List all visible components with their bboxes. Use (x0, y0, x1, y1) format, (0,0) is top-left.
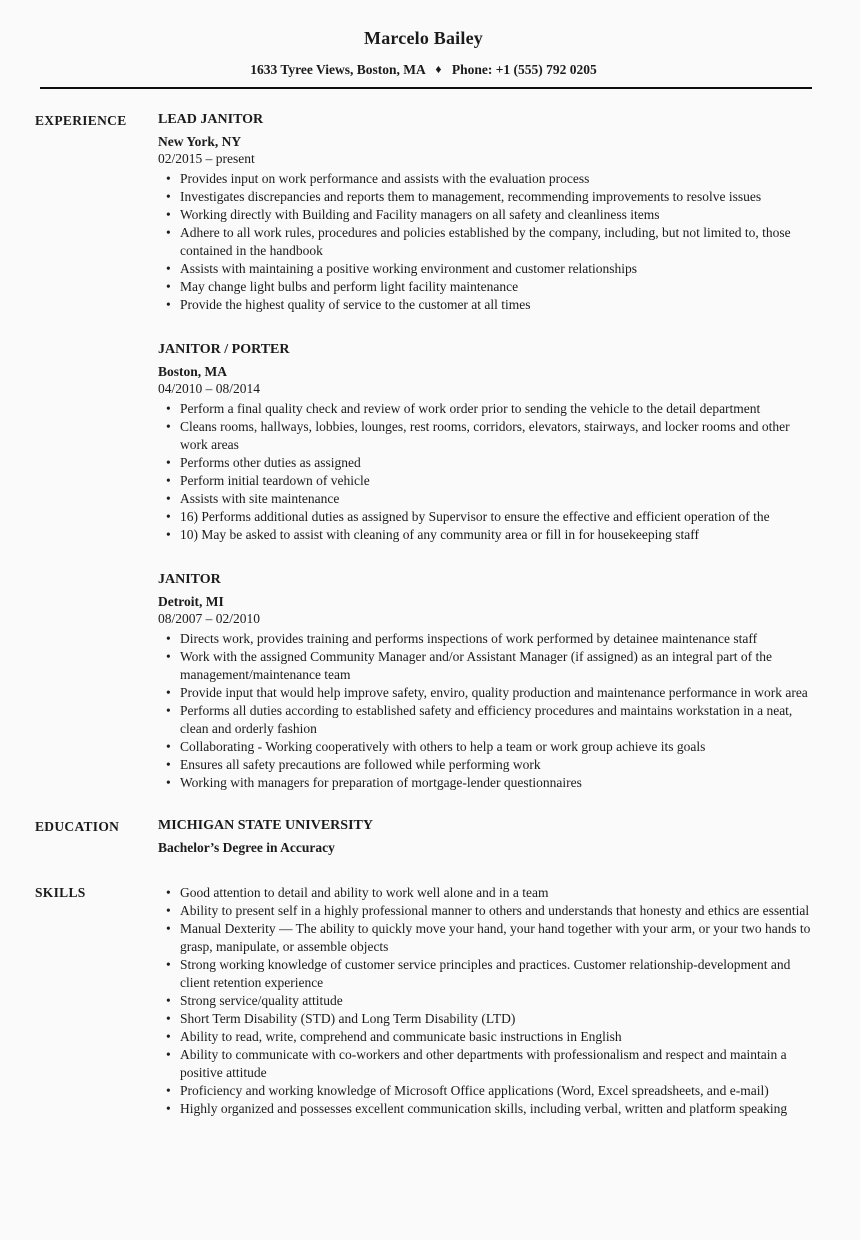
job-bullet: • Adhere to all work rules, procedures and policies established by the company, including, but not limited to, those contained in the handbook (158, 224, 812, 260)
education-degree: Bachelor’s Degree in Accuracy (158, 840, 335, 855)
section-label-skills: SKILLS (35, 885, 86, 900)
job-bullet: • Provides input on work performance and assists with the evaluation process (158, 170, 812, 188)
person-name: Marcelo Bailey (364, 28, 483, 48)
skills-section (35, 884, 812, 1118)
job-bullet: • Collaborating - Working cooperatively with others to help a team or work group achieve its goals (158, 738, 812, 756)
job-title: JANITOR / PORTER (158, 342, 290, 357)
skill-bullet: • Short Term Disability (STD) and Long Term Disability (LTD) (158, 1010, 812, 1028)
job-bullet: • Perform a final quality check and review of work order prior to sending the vehicle to the detail department (158, 400, 812, 418)
job-bullet-list (158, 170, 812, 314)
job-bullet-list (158, 630, 812, 792)
education-content (158, 818, 812, 856)
header-divider (40, 87, 812, 89)
job-bullet: • 10) May be asked to assist with cleaning of any community area or fill in for housekeeping staff (158, 526, 812, 544)
job-bullet: • Cleans rooms, hallways, lobbies, lounges, rest rooms, corridors, elevators, stairways, and locker rooms and other work areas (158, 418, 812, 454)
job-dates: 08/2007 – 02/2010 (158, 611, 261, 626)
job-bullet-list (158, 400, 812, 544)
skill-bullet: • Strong working knowledge of customer service principles and practices. Customer relationship-development and client retention experience (158, 956, 812, 992)
job-bullet: • Assists with site maintenance (158, 490, 812, 508)
job-bullet: • Assists with maintaining a positive working environment and customer relationships (158, 260, 812, 278)
job-location: Detroit, MI (158, 594, 224, 609)
job-bullet: • Directs work, provides training and performs inspections of work performed by detainee maintenance staff (158, 630, 812, 648)
job-entry-janitor-porter (158, 342, 812, 544)
address-text: 1633 Tyree Views, Boston, MA (250, 62, 425, 77)
job-bullet: • Provide input that would help improve safety, enviro, quality production and maintenance performance in work area (158, 684, 812, 702)
skills-bullet-list (158, 884, 812, 1118)
experience-section (35, 112, 812, 792)
skill-bullet: • Strong service/quality attitude (158, 992, 812, 1010)
job-title: LEAD JANITOR (158, 112, 264, 127)
job-bullet: • Working with managers for preparation of mortgage-lender questionnaires (158, 774, 812, 792)
job-bullet: • Perform initial teardown of vehicle (158, 472, 812, 490)
education-section (35, 818, 812, 856)
experience-content (158, 112, 812, 792)
skill-bullet: • Good attention to detail and ability to work well alone and in a team (158, 884, 812, 902)
section-label-experience: EXPERIENCE (35, 113, 127, 128)
job-location: New York, NY (158, 134, 242, 149)
skill-bullet: • Ability to read, write, comprehend and communicate basic instructions in English (158, 1028, 812, 1046)
job-dates: 02/2015 – present (158, 151, 255, 166)
job-bullet: • Work with the assigned Community Manager and/or Assistant Manager (if assigned) as an integral part of the management/maintenance team (158, 648, 812, 684)
contact-line (35, 62, 812, 78)
job-location: Boston, MA (158, 364, 228, 379)
job-entry-lead-janitor (158, 112, 812, 314)
phone-text: Phone: +1 (555) 792 0205 (451, 62, 597, 77)
job-bullet: • 16) Performs additional duties as assigned by Supervisor to ensure the effective and efficient operation of the (158, 508, 812, 526)
job-bullet: • Ensures all safety precautions are followed while performing work (158, 756, 812, 774)
job-bullet: • May change light bulbs and perform light facility maintenance (158, 278, 812, 296)
skills-content (158, 884, 812, 1118)
job-bullet: • Performs other duties as assigned (158, 454, 812, 472)
resume-header (35, 28, 812, 89)
job-entry-janitor (158, 572, 812, 792)
section-label-education: EDUCATION (35, 819, 120, 834)
job-title: JANITOR (158, 572, 221, 587)
skill-bullet: • Proficiency and working knowledge of Microsoft Office applications (Word, Excel spreadsheets, and e-mail) (158, 1082, 812, 1100)
skill-bullet: • Highly organized and possesses excellent communication skills, including verbal, written and platform speaking (158, 1100, 812, 1118)
job-bullet: • Investigates discrepancies and reports them to management, recommending improvements to resolve issues (158, 188, 812, 206)
diamond-separator-icon: ♦ (435, 62, 442, 76)
skill-bullet: • Ability to communicate with co-workers and other departments with professionalism and respect and maintain a positive attitude (158, 1046, 812, 1082)
skill-bullet: • Manual Dexterity — The ability to quickly move your hand, your hand together with your arm, or your two hands to grasp, manipulate, or assemble objects (158, 920, 812, 956)
job-bullet: • Working directly with Building and Facility managers on all safety and cleanliness items (158, 206, 812, 224)
skill-bullet: • Ability to present self in a highly professional manner to others and understands that honesty and ethics are essential (158, 902, 812, 920)
job-bullet: • Performs all duties according to established safety and efficiency procedures and maintains workstation in a neat, clean and orderly fashion (158, 702, 812, 738)
job-bullet: • Provide the highest quality of service to the customer at all times (158, 296, 812, 314)
job-dates: 04/2010 – 08/2014 (158, 381, 261, 396)
education-school: MICHIGAN STATE UNIVERSITY (158, 818, 373, 833)
